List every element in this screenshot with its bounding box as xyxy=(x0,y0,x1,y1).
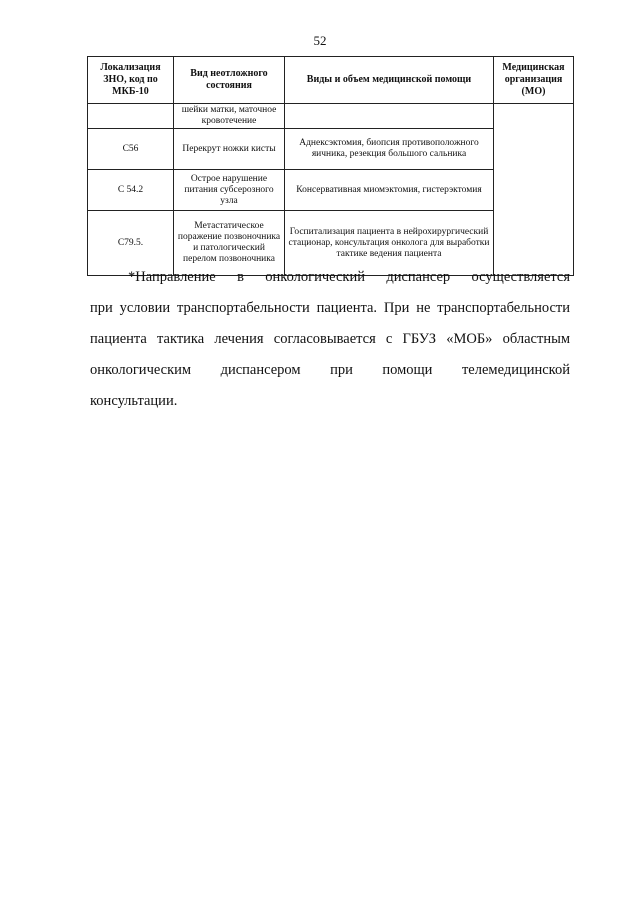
cell-code: С79.5. xyxy=(88,211,174,276)
cell-condition: Метастатическое поражение позвоночника и патологический перелом позвоночника xyxy=(174,211,285,276)
cell-condition: Острое нарушение питания субсерозного узла xyxy=(174,170,285,211)
cell-organization xyxy=(494,104,574,276)
cell-care: Консервативная миомэктомия, гистерэктомия xyxy=(285,170,494,211)
cell-care: Госпитализация пациента в нейрохирургический стационар, консультация онколога для выработки тактике ведения пациента xyxy=(285,211,494,276)
footnote-line: пациента тактика лечения согласовывается с ГБУЗ «МОБ» областным xyxy=(90,331,570,347)
cell-code: С56 xyxy=(88,129,174,170)
footnote-line: *Направление в онкологический диспансер осуществляется xyxy=(128,269,570,285)
header-care: Виды и объем медицинской помощи xyxy=(285,57,494,104)
table-header-row xyxy=(88,57,574,104)
footnote-line: консультации. xyxy=(90,393,178,409)
footnote-paragraph xyxy=(90,262,570,417)
cell-condition: шейки матки, маточное кровотечение xyxy=(174,104,285,129)
cell-care xyxy=(285,104,494,129)
footnote-line: онкологическим диспансером при помощи телемедицинской xyxy=(90,362,570,378)
cell-condition: Перекрут ножки кисты xyxy=(174,129,285,170)
header-condition: Вид неотложного состояния xyxy=(174,57,285,104)
cell-code xyxy=(88,104,174,129)
cell-care: Аднексэктомия, биопсия противоположного яичника, резекция большого сальника xyxy=(285,129,494,170)
oncology-emergency-table xyxy=(87,56,574,276)
header-organization: Медицинская организация (МО) xyxy=(494,57,574,104)
table-row xyxy=(88,104,574,129)
footnote-line: при условии транспортабельности пациента. При не транспортабельности xyxy=(90,300,570,316)
cell-code: С 54.2 xyxy=(88,170,174,211)
page-number: 52 xyxy=(313,33,327,48)
header-localization: Локализация ЗНО, код по МКБ-10 xyxy=(88,57,174,104)
